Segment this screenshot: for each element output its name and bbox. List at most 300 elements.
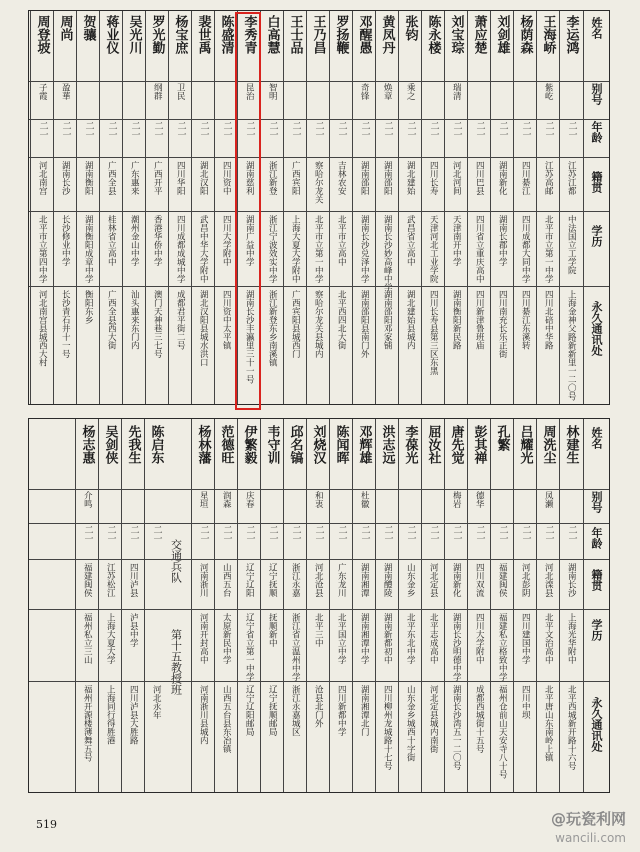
cell-name: 李葆光 [402,425,418,464]
cell-name: 孔繁 [494,425,510,451]
header-education: 学历 [590,225,603,247]
roster-column [444,419,467,792]
cell-origin: 河北沧县 [313,563,324,597]
roster-column [214,11,237,404]
cell-education: 北平志成高中 [428,613,439,664]
cell-education: 湖南湘潭中学 [359,613,370,664]
cell-education: 浙江宁波效实中学 [267,215,278,283]
cell-alias: 瑞清 [451,83,462,100]
cell-name: 洪志远 [379,425,395,464]
cell-address: 山东金乡城西十字街 [405,685,416,762]
cell-origin: 四川双流 [474,563,485,597]
cell-origin: 四川华阳 [175,161,186,195]
cell-name: 王海峤 [540,15,556,54]
cell-ages: 二一 [151,525,162,543]
roster-column [237,419,260,792]
cell-age: 二一 [543,525,554,543]
cell-alias: 润森 [221,491,232,508]
cell-age: 二一 [221,525,232,543]
cell-origin: 江苏高邮 [543,161,554,195]
cell-address: 辽宁抚顺邮局 [267,685,278,736]
cell-age: 二一 [520,525,531,543]
roster-column [214,419,237,792]
cell-education: 四川省立重庆高中 [474,215,485,283]
cell-address: 四川新都中学 [336,685,347,736]
cell-age: 二一 [451,525,462,543]
cell-address: 四川新津鲁班庙 [474,290,485,350]
cell-age: 二一 [566,525,577,543]
cell-age: 二一 [497,525,508,543]
cell-age: 二一 [359,525,370,543]
cell-education: 湖南新都初中 [382,613,393,664]
cell-address: 澳门天神巷三七号 [152,290,163,358]
cell-address: 浙江新登东乡南溪镇 [267,290,278,367]
cell-origin: 河北南宫 [37,161,48,195]
cell-age: 二一 [359,121,370,139]
cell-address: 汕头惠来东门内 [129,290,140,350]
cell-origin: 湖南邵阳 [382,161,393,195]
header-education: 学历 [590,619,603,641]
cell-address: 湖北汉阳县城水洪口 [198,290,209,367]
cell-name: 罗扬鞭 [333,15,349,54]
watermark-line1: @玩瓷利网 [550,810,626,828]
cell-origin: 湖南湘潭 [359,563,370,597]
cell-address: 湖南长沙湾五一二〇号 [451,685,462,770]
cell-address: 沧县北门外 [313,685,324,728]
roster-column [513,11,536,404]
cell-origin: 广西宾阳 [290,161,301,195]
cell-educations: 上海大夏大学 [105,613,116,664]
cell-alias: 纲群 [152,83,163,100]
cell-age: 二一 [520,121,531,139]
cell-education: 北平市立第一中学 [313,215,324,283]
cell-age: 二一 [405,525,416,543]
roster-column [283,11,306,404]
cell-alias: 盈華 [60,83,71,100]
cell-age: 二一 [129,121,140,139]
roster-column [421,419,444,792]
roster-table-top [28,10,610,405]
cell-name: 李运鸿 [563,15,579,54]
cell-origin: 广西开平 [152,161,163,195]
cell-age: 二一 [152,121,163,139]
cell-address: 湖北建始县城内 [405,290,416,350]
roster-column [30,11,53,404]
header-age: 年龄 [590,121,603,143]
cell-name: 屈汝社 [425,425,441,464]
cell-age: 二一 [290,121,301,139]
header-name: 姓名 [590,17,603,39]
cell-origin: 湖北汉阳 [198,161,209,195]
cell-education: 四川成都成城中学 [175,215,186,283]
cell-origin: 浙江新登 [267,161,278,195]
cell-origin: 湖南新化 [497,161,508,195]
cell-alias: 智明 [267,83,278,100]
roster-column [99,11,122,404]
roster-column [352,419,375,792]
cell-educations: 福州私立三山 [82,613,93,664]
page-number: 519 [36,818,57,831]
roster-column [375,419,398,792]
cell-education: 浙江省立温州中学 [290,613,301,681]
roster-column-extra [144,419,167,792]
cell-educations: 泸县中学 [128,613,139,647]
cell-name: 陈闻晖 [333,425,349,464]
cell-name: 王士品 [287,15,303,54]
cell-address: 湖南衡阳新民路 [451,290,462,350]
cell-address: 四川柳州龙城路十七号 [382,685,393,770]
roster-column [260,11,283,404]
cell-name: 白高慧 [264,15,280,54]
watermark [551,808,626,845]
cell-age: 二一 [60,121,71,139]
cell-address: 衡阳东乡 [83,290,94,324]
cell-origin: 四川长寿 [428,161,439,195]
roster-column [490,419,513,792]
cell-address: 浙江永嘉城区 [290,685,301,736]
cell-age: 二一 [428,121,439,139]
cell-alias: 子霞 [37,83,48,100]
cell-origin: 河南浙川 [198,563,209,597]
cell-address: 四川中坝 [520,685,531,719]
cell-name: 贺骧 [80,15,96,41]
cell-addresses: 上海同行得胜港 [105,685,116,745]
cell-education: 湖南长郡中学 [497,215,508,266]
cell-alias: 卫民 [175,83,186,100]
cell-education: 北平三中 [313,613,324,647]
cell-names: 吴剑侠 [102,425,118,464]
watermark-line2: wancili.com [555,831,626,845]
cell-name: 杨荫森 [517,15,533,54]
cell-alias: 杜徽 [359,491,370,508]
cell-address: 上海金神父路新新里一二〇号 [566,290,577,401]
cell-education: 北平市立第四中学 [37,215,48,283]
cell-address: 河北南宫县城西大村 [37,290,48,367]
header-alias: 别号 [590,491,603,513]
cell-education: 辽宁省立第一中学 [244,613,255,681]
roster-column [122,11,145,404]
cell-alias: 焕章 [382,83,393,100]
cell-age: 二一 [382,121,393,139]
cell-origin: 察哈尔龙关 [313,161,324,204]
header-address: 永久通讯处 [590,301,603,356]
roster-column [559,11,582,404]
cell-origin: 湖南长沙 [566,563,577,597]
cell-addresses: 河北永年 [151,685,162,719]
cell-name: 唐先觉 [448,425,464,464]
roster-column [283,419,306,792]
cell-ages: 二一 [128,525,139,543]
cell-name: 周尚 [57,15,73,41]
cell-education: 四川大学附中 [221,215,232,266]
roster-column [191,419,214,792]
cell-age: 二一 [566,121,577,139]
cell-origin: 辽宁辽阳 [244,563,255,597]
cell-education: 福建私立格致中学 [497,613,508,681]
roster-column [329,11,352,404]
cell-address: 成都君平街二号 [175,290,186,350]
roster-column [375,11,398,404]
cell-alias: 昆治 [244,83,255,100]
cell-name: 杨林藩 [195,425,211,464]
cell-education: 北平文治高中 [543,613,554,664]
roster-column [306,11,329,404]
cell-name: 邱名镐 [287,425,303,464]
cell-names: 杨志惠 [79,425,95,464]
cell-age: 二一 [175,121,186,139]
cell-name: 蒋业仪 [103,15,119,54]
cell-name: 刘宝琮 [448,15,464,54]
cell-education: 四川成都大同中学 [520,215,531,283]
cell-education: 河南开封高中 [198,613,209,664]
cell-education: 北平市立第一中学 [543,215,554,283]
roster-column [536,419,559,792]
header-column [583,11,609,404]
cell-education: 中法国立工学院 [566,215,577,275]
cell-address: 福州仓前山天安寺八十号 [497,685,508,779]
cell-origin: 湖南邵阳 [359,161,370,195]
cell-address: 山西五台县东冶镇 [221,685,232,753]
cell-education: 抚顺新中 [267,613,278,647]
cell-name: 黄凤丹 [379,15,395,54]
cell-address: 湖南湘潭北门 [359,685,370,736]
cell-origin: 湖南醴陵 [382,563,393,597]
cell-name: 王乃昌 [310,15,326,54]
cell-education: 天津河北工业学院 [428,215,439,283]
cell-names: 先我生 [125,425,141,464]
roster-column [444,11,467,404]
cell-origin: 江苏江都 [566,161,577,195]
cell-age: 二一 [198,525,209,543]
roster-column [467,419,490,792]
cell-age: 二一 [244,525,255,543]
cell-address: 四川綦江东溪转 [520,290,531,350]
cell-education: 太原新民中学 [221,613,232,664]
cell-name: 陈永楼 [425,15,441,54]
roster-column [467,11,490,404]
cell-origin: 福建闽侯 [497,563,508,597]
cell-education: 北平市立高中 [336,215,347,266]
cell-name: 吴光川 [126,15,142,54]
cell-education: 香港华侨中学 [152,215,163,266]
cell-name: 罗光勤 [149,15,165,54]
roster-column-extra [121,419,144,792]
roster-column-extra [75,419,98,792]
cell-age: 二一 [290,525,301,543]
cell-address: 成都西城街十五号 [474,685,485,753]
header-name: 姓名 [590,427,603,449]
cell-age: 二一 [382,525,393,543]
cell-origin: 湖南新化 [451,563,462,597]
cell-age: 二一 [474,121,485,139]
cell-address: 察哈尔龙关县城内 [313,290,324,358]
cell-address: 河北定县城内南街 [428,685,439,753]
cell-age: 二一 [267,121,278,139]
cell-origin: 浙江永嘉 [290,563,301,597]
cell-education: 潮州金山中学 [129,215,140,266]
roster-column [352,11,375,404]
cell-age: 二一 [198,121,209,139]
cell-origin: 广西全县 [106,161,117,195]
cell-origin: 河北彭阴 [520,563,531,597]
cell-address: 四川资中太平镇 [221,290,232,350]
cell-name: 彭其禅 [471,425,487,464]
cell-origins: 四川泸县 [128,563,139,597]
cell-origin: 湖南慈利 [244,161,255,195]
cell-age: 二一 [474,525,485,543]
cell-alias: 和衷 [313,491,324,508]
cell-education: 湖南长沙妙高峰中学 [382,215,393,292]
roster-column [536,11,559,404]
cell-age: 二一 [336,121,347,139]
roster-column [421,11,444,404]
roster-column [398,419,421,792]
cell-education: 北平东北中学 [405,613,416,664]
cell-address: 湖南邵阳邓家铺 [382,290,393,350]
section-title-a: 交通兵队 [169,539,183,583]
roster-column [191,11,214,404]
cell-age: 二一 [497,121,508,139]
cell-address: 广西宾阳县城西门 [290,290,301,358]
cell-name: 邓醒愚 [356,15,372,54]
cell-education: 上海光华附中 [566,613,577,664]
cell-education: 长沙修业中学 [60,215,71,266]
cell-origin: 吉林农安 [336,161,347,195]
roster-column [490,11,513,404]
cell-alias: 梅岩 [451,491,462,508]
roster-column [237,11,260,404]
cell-origin: 河北定县 [428,563,439,597]
header-age: 年龄 [590,527,603,549]
cell-address: 湖南长沙丰瀛里三十一号 [244,290,255,384]
cell-origin: 辽宁抚顺 [267,563,278,597]
cell-address: 辽宁辽阳邮局 [244,685,255,736]
cell-alias: 紫屹 [543,83,554,100]
cell-alias: 奇锋 [359,83,370,100]
cell-education: 天津南开中学 [451,215,462,266]
cell-education: 武昌省立高中 [405,215,416,266]
cell-ages: 二一 [82,525,93,543]
cell-origin: 湖南长沙 [60,161,71,195]
cell-names: 陈启东 [148,425,164,464]
cell-address: 北平西城新开路十六号 [566,685,577,770]
cell-education: 湖南长沙明德中学 [451,613,462,681]
roster-column [53,11,76,404]
cell-origin: 广东惠来 [129,161,140,195]
cell-age: 二一 [313,525,324,543]
cell-origin: 湖南衡阳 [83,161,94,195]
cell-education: 湖南衡阳成章中学 [83,215,94,283]
cell-name: 刘剑雄 [494,15,510,54]
section-title-b: 第十五教授班 [169,629,183,695]
cell-alias: 凤濑 [543,491,554,508]
roster-table-bottom [28,418,610,793]
cell-name: 陈盛清 [218,15,234,54]
cell-name: 萧应楚 [471,15,487,54]
cell-name: 李秀青 [241,15,257,54]
cell-name: 范德旺 [218,425,234,464]
roster-column [260,419,283,792]
cell-age: 二一 [267,525,278,543]
cell-addresses: 福州开源楼薄舞五号 [82,685,93,762]
cell-address: 河南浙川县城内 [198,685,209,745]
cell-address: 北平西四北大街 [336,290,347,350]
cell-name: 张钧 [402,15,418,41]
cell-origin: 四川资中 [221,161,232,195]
cell-origin: 广东龙川 [336,563,347,597]
roster-column [329,419,352,792]
cell-education: 四川大学附中 [474,613,485,664]
cell-ages: 二一 [105,525,116,543]
cell-name: 邓辉雄 [356,425,372,464]
roster-column [513,419,536,792]
cell-age: 二一 [106,121,117,139]
cell-age: 二一 [543,121,554,139]
cell-origin: 四川綦江 [520,161,531,195]
cell-education: 湖南长沙兑泽中学 [359,215,370,283]
header-origin: 籍贯 [590,569,603,591]
cell-name: 杨宝庶 [172,15,188,54]
roster-column [145,11,168,404]
cell-age: 二一 [83,121,94,139]
cell-age: 二一 [451,121,462,139]
cell-education: 武昌中华大学附中 [198,215,209,283]
cell-education: 四川建国中学 [520,613,531,664]
cell-address: 湖南邵阳县南门外 [359,290,370,358]
roster-column-extra [98,419,121,792]
cell-age: 二一 [336,525,347,543]
header-alias: 别号 [590,83,603,105]
cell-alias: 星垣 [198,491,209,508]
roster-column [76,11,99,404]
cell-address: 四川北碚中华路 [543,290,554,350]
cell-address: 四川南充长乐正街 [497,290,508,358]
cell-name: 周登坡 [34,15,50,54]
cell-name: 裴世禹 [195,15,211,54]
cell-origin: 四川巴县 [474,161,485,195]
cell-age: 二一 [37,121,48,139]
cell-education: 上海大夏大学附中 [290,215,301,283]
cell-age: 二一 [221,121,232,139]
roster-column [398,11,421,404]
cell-origin: 山西五台 [221,563,232,597]
cell-name: 林建生 [563,425,579,464]
cell-address: 北平唐山东南岭上镇 [543,685,554,762]
header-column-bottom [583,419,609,792]
roster-column [559,419,582,792]
cell-name: 吕耀光 [517,425,533,464]
cell-age: 二一 [313,121,324,139]
cell-origin: 河北河间 [451,161,462,195]
cell-age: 二一 [244,121,255,139]
cell-education: 北平国立中学 [336,613,347,664]
header-origin: 籍贯 [590,171,603,193]
roster-column [168,11,191,404]
cell-origin: 湖北建始 [405,161,416,195]
header-address: 永久通讯处 [590,697,603,752]
cell-age: 二一 [405,121,416,139]
cell-address: 四川长寿县第三区东黑 [428,290,439,375]
cell-origin: 河北滦县 [543,563,554,597]
cell-alias: 庆春 [244,491,255,508]
cell-origins: 福建闽侯 [82,563,93,597]
cell-addresses: 四川泸县大胜路 [128,685,139,745]
cell-alias: 德华 [474,491,485,508]
cell-name: 韦守训 [264,425,280,464]
cell-origin: 山东金乡 [405,563,416,597]
cell-name: 周洗尘 [540,425,556,464]
cell-education: 桂林省立高中 [106,215,117,266]
